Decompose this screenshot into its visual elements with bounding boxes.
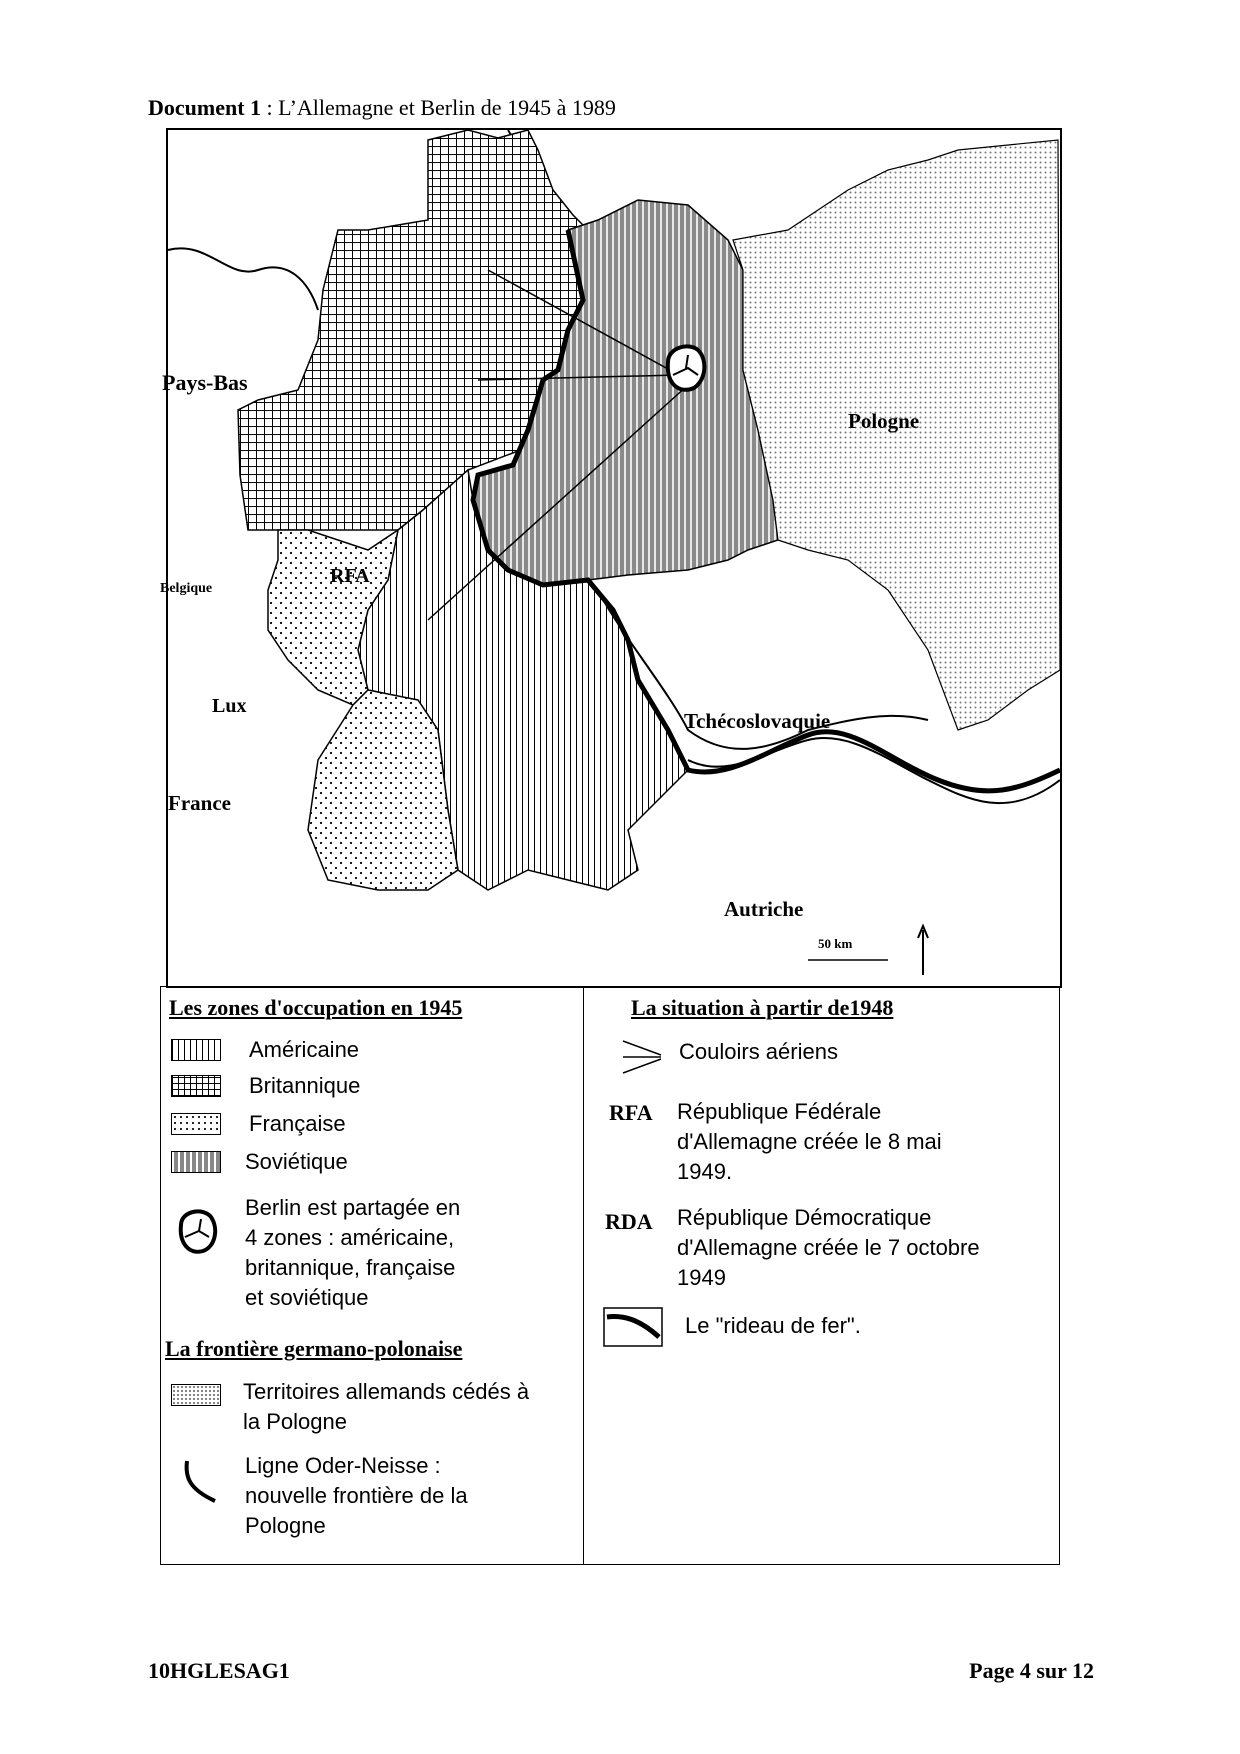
oder-line-2: nouvelle frontière de la — [245, 1483, 468, 1508]
iron-curtain-icon — [603, 1307, 663, 1347]
ceded-line-1: Territoires allemands cédés à — [243, 1379, 530, 1404]
legend-berlin-text — [245, 1193, 460, 1313]
footer-code: 10HGLESAG1 — [148, 1658, 290, 1683]
oder-neisse-icon — [181, 1457, 221, 1507]
label-autriche: Autriche — [724, 897, 804, 921]
legend-rda-text — [677, 1203, 980, 1293]
legend-british: Britannique — [249, 1073, 361, 1098]
label-pays-bas: Pays-Bas — [162, 370, 248, 395]
oder-line-1: Ligne Oder-Neisse : — [245, 1453, 441, 1478]
swatch-british — [171, 1075, 221, 1097]
legend-oder-text — [245, 1451, 468, 1541]
legend-divider — [583, 987, 584, 1564]
legend-corridors: Couloirs aériens — [679, 1039, 838, 1064]
legend-american: Américaine — [249, 1037, 360, 1062]
label-france: France — [168, 791, 231, 815]
air-corridor-icon — [617, 1037, 667, 1077]
berlin-line-3: britannique, française — [245, 1255, 456, 1280]
berlin-legend-icon — [173, 1203, 219, 1257]
ceded-territories — [733, 140, 1060, 730]
rda-line-3: 1949 — [677, 1265, 726, 1290]
zones-heading: Les zones d'occupation en 1945 — [169, 995, 463, 1020]
rfa-line-3: 1949. — [677, 1159, 733, 1184]
rda-line-2: d'Allemagne créée le 7 octobre — [677, 1235, 980, 1260]
north-arrow — [918, 926, 928, 975]
legend-french: Française — [249, 1111, 346, 1136]
label-tchecoslovaquie: Tchécoslovaquie — [684, 709, 831, 733]
rfa-line-1: République Fédérale — [677, 1099, 882, 1124]
situation-heading: La situation à partir de1948 — [631, 995, 894, 1020]
label-rfa: RFA — [330, 565, 370, 587]
germany-map — [160, 128, 1062, 988]
rfa-abbr: RFA — [609, 1100, 653, 1125]
berlin-line-4: et soviétique — [245, 1285, 369, 1310]
scale-label: 50 km — [818, 936, 853, 951]
rfa-line-2: d'Allemagne créée le 8 mai — [677, 1129, 942, 1154]
rda-line-1: République Démocratique — [677, 1205, 932, 1230]
swatch-american — [171, 1039, 221, 1061]
oder-line-3: Pologne — [245, 1513, 326, 1538]
title-separator: : — [261, 95, 279, 120]
swatch-soviet — [171, 1151, 221, 1173]
label-pologne: Pologne — [848, 409, 920, 433]
berlin-line-1: Berlin est partagée en — [245, 1195, 461, 1220]
legend-soviet: Soviétique — [245, 1149, 348, 1174]
berlin-line-2: 4 zones : américaine, — [245, 1225, 455, 1250]
label-belgique: Belgique — [160, 581, 213, 596]
footer-page: Page 4 sur 12 — [969, 1658, 1094, 1683]
ceded-line-2: la Pologne — [243, 1409, 347, 1434]
document-title — [148, 95, 616, 121]
document-label: Document 1 — [148, 95, 262, 120]
legend — [160, 986, 1060, 1565]
swatch-ceded — [171, 1384, 221, 1406]
north-coast — [168, 248, 318, 310]
legend-curtain: Le "rideau de fer". — [685, 1313, 861, 1338]
berlin-symbol — [668, 346, 705, 389]
swatch-french — [171, 1113, 221, 1135]
rda-abbr: RDA — [605, 1209, 653, 1234]
document-title-text: L’Allemagne et Berlin de 1945 à 1989 — [278, 95, 616, 120]
map-svg — [160, 130, 1060, 986]
legend-ceded-text — [243, 1377, 529, 1437]
label-lux: Lux — [212, 695, 247, 717]
border-heading: La frontière germano-polonaise — [165, 1336, 463, 1361]
legend-rfa-text — [677, 1097, 942, 1187]
